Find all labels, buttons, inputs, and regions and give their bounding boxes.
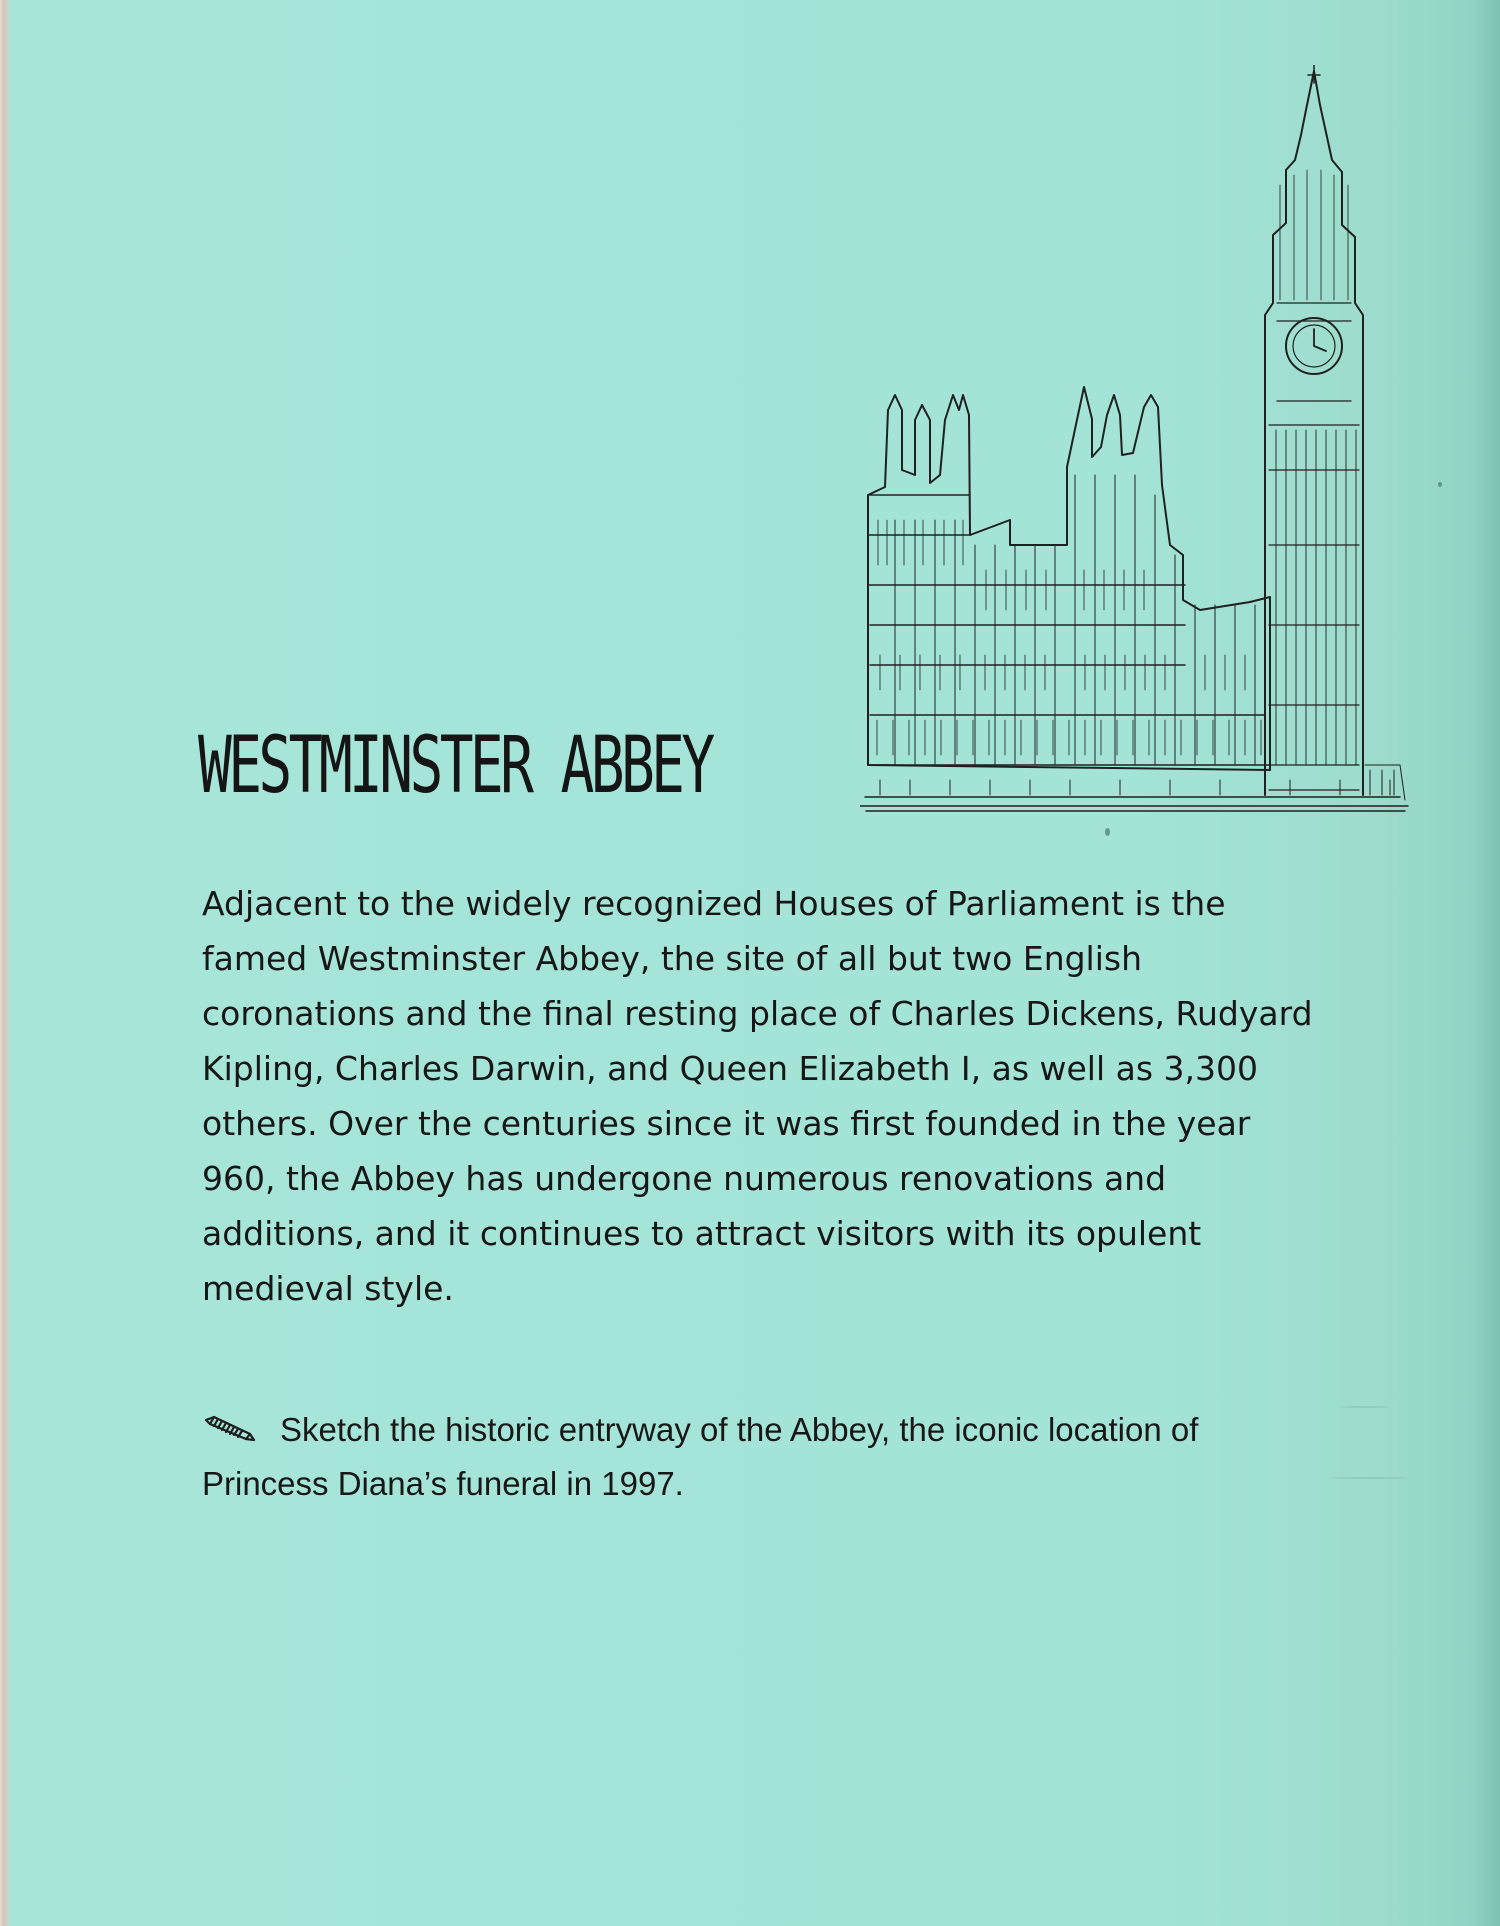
paper-speck [1340,1406,1390,1408]
sketch-prompt-text: Sketch the historic entryway of the Abbey, the iconic location of Princess Diana’s funeral in 1997. [202,1411,1199,1502]
paper-speck [1328,1477,1408,1479]
spine-edge [0,0,12,1926]
sketch-prompt [202,1403,1332,1511]
paper-speck [1105,828,1110,836]
page-edge-shadow [1470,0,1500,1926]
paper-speck [1438,482,1442,487]
pencil-icon [202,1405,256,1433]
page-title: WESTMINSTER ABBEY [198,721,712,811]
article-body: Adjacent to the widely recognized Houses of Parliament is the famed Westminster Abbey, the site of all but two English coronations and the final resting place of Charles Dickens, Rudyard Kipling, Charles Darwin, and Queen Elizabeth I, as well as 3,300 others. Over the centuries since it was first founded in the year 960, the Abbey has undergone numerous renovations and additions, and it continues to attract visitors with its opulent medieval style. [202,884,1313,1308]
parliament-illustration [860,65,1410,825]
